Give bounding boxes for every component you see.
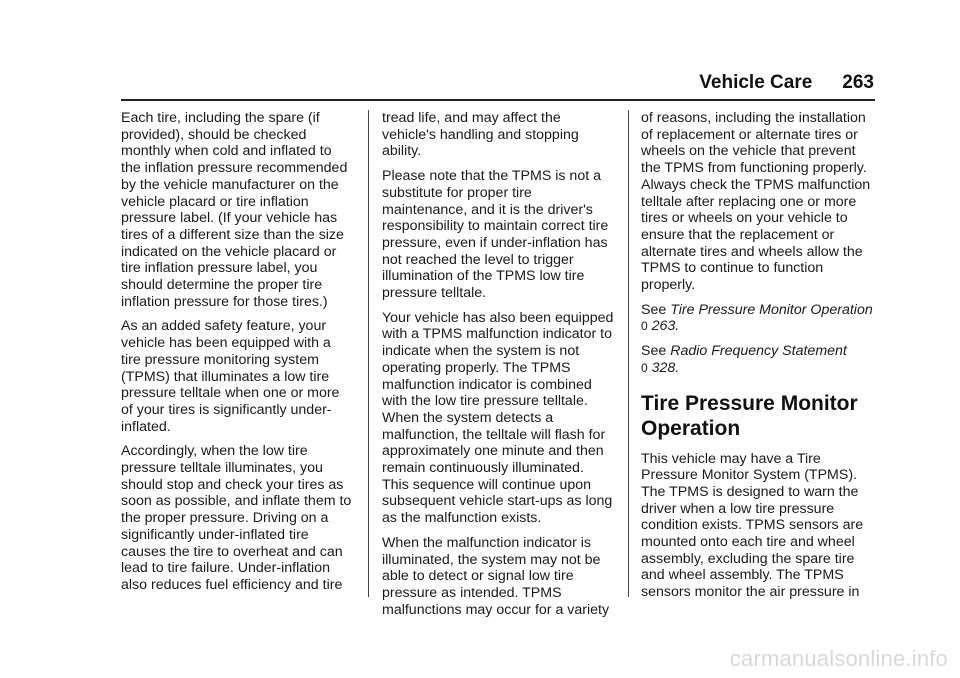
paragraph: tread life, and may affect the vehicle's handling and stopping ability.	[382, 110, 579, 160]
column-divider	[368, 110, 369, 597]
paragraph: Your vehicle has also been equipped with a TPMS malfunction indicator to indicate when the system is not operating properly. The TPMS malfunction indicator is combined with the low tire pressure telltale. When the system detects a malfunction, the telltale will flash for approximately one minute and then remain continuously illuminated. This sequence will continue upon subsequent vehicle start-ups as long as the malfunction exists.	[382, 309, 614, 527]
paragraph: As an added safety feature, your vehicle has been equipped with a tire pressure monitoring system (TPMS) that illuminates a low tire pressure telltale when one or more of your tires is significantly under-inflated.	[121, 318, 340, 435]
column-3	[641, 110, 873, 609]
column-1	[121, 110, 353, 602]
paragraph: When the malfunction indicator is illuminated, the system may not be able to detect or signal low tire pressure as intended. TPMS malfunctions may occur for a variety	[382, 534, 610, 618]
see-label: See	[641, 343, 667, 360]
reference-page[interactable]: 263.	[651, 318, 680, 335]
paragraph: of reasons, including the installation of replacement or alternate tires or wheels on the vehicle that prevent the TPMS from functioning properly. Always check the TPMS malfunction telltale after replacing one or more tires or wheels on your vehicle to ensure that the replacement or alternate tires and wheels allow the TPMS to continue to function properly.	[641, 110, 871, 294]
reference-title[interactable]: Tire Pressure Monitor Operation	[670, 301, 873, 318]
cross-reference-tpms[interactable]	[641, 302, 873, 335]
cross-reference-radio[interactable]	[641, 343, 873, 376]
paragraph: Accordingly, when the low tire pressure telltale illuminates, you should stop and check your tires as soon as possible, and inflate them to the proper pressure. Driving on a significantly under-inflated tire causes the tire to overheat and can lead to tire failure. Under-inflation also reduces fuel efficiency and tire	[121, 443, 352, 593]
page-number: 263	[842, 72, 874, 93]
watermark: carmanualsonline.info	[729, 646, 948, 671]
paragraph: Please note that the TPMS is not a substitute for proper tire maintenance, and it is the driver's responsibility to maintain correct tire pressure, even if under-inflation has not reached the level to trigger illumination of the TPMS low tire pressure telltale.	[382, 168, 609, 302]
section-title: Vehicle Care	[699, 72, 813, 93]
column-divider	[628, 110, 629, 597]
reference-page[interactable]: 328.	[651, 359, 680, 376]
page-arrow-icon: 0	[641, 319, 648, 334]
column-2	[382, 110, 614, 626]
see-label: See	[641, 301, 667, 318]
header-rule	[121, 99, 875, 101]
page-header	[699, 72, 874, 94]
reference-title[interactable]: Radio Frequency Statement	[670, 343, 847, 360]
paragraph: Each tire, including the spare (if provided), should be checked monthly when cold and inflated to the inflation pressure recommended by the vehicle manufacturer on the vehicle placard or tire inflation pressure label. (If your vehicle has tires of a different size than the size indicated on the vehicle placard or tire inflation pressure label, you should determine the proper tire inflation pressure for those tires.)	[121, 110, 348, 310]
paragraph: This vehicle may have a Tire Pressure Monitor System (TPMS). The TPMS is designed to warn the driver when a low tire pressure condition exists. TPMS sensors are mounted onto each tire and wheel assembly, excluding the spare tire and wheel assembly. The TPMS sensors monitor the air pressure in	[641, 450, 864, 601]
section-heading: Tire Pressure Monitor Operation	[641, 391, 858, 440]
page-arrow-icon: 0	[641, 360, 648, 375]
